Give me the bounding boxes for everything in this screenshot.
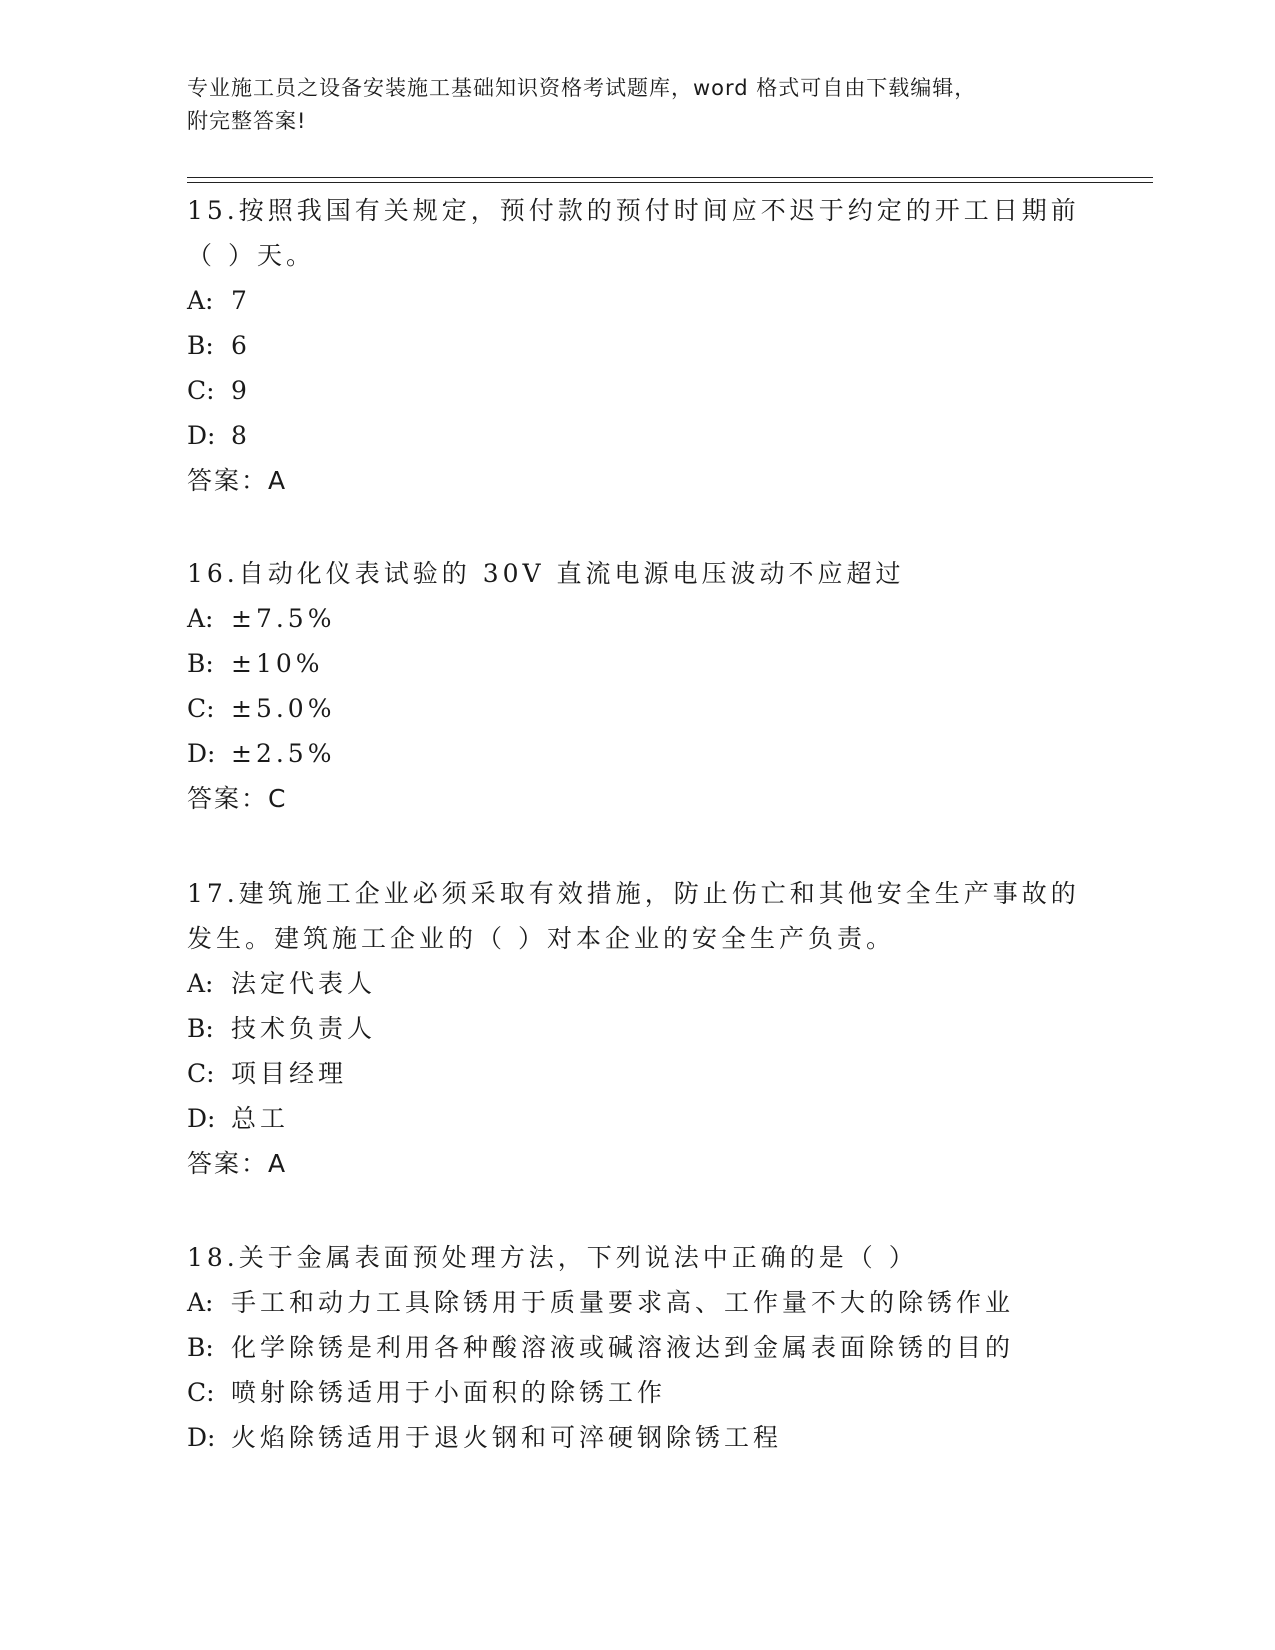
- option-letter: D:: [187, 1423, 216, 1452]
- option-d: [187, 1415, 1087, 1460]
- option-text: 技术负责人: [231, 1014, 377, 1043]
- option-letter: D:: [187, 1104, 216, 1133]
- option-letter: B:: [187, 1014, 214, 1043]
- option-letter: D:: [187, 421, 216, 450]
- option-letter: B:: [187, 331, 214, 360]
- option-letter: D:: [187, 739, 216, 768]
- option-letter: C:: [187, 1059, 215, 1088]
- option-text: 6: [231, 331, 251, 360]
- option-text: ±7.5%: [231, 604, 336, 633]
- option-text: 火焰除锈适用于退火钢和可淬硬钢除锈工程: [231, 1423, 783, 1452]
- option-letter: B:: [187, 1333, 214, 1362]
- answer-line: 答案：A: [187, 466, 288, 495]
- answer-line: 答案：A: [187, 1149, 288, 1178]
- option-letter: B:: [187, 649, 214, 678]
- option-b: [187, 323, 1087, 368]
- header-divider-top: [187, 177, 1153, 178]
- option-d: [187, 731, 1087, 776]
- option-letter: A:: [187, 969, 214, 998]
- question-text: 17.建筑施工企业必须采取有效措施，防止伤亡和其他安全生产事故的发生。建筑施工企业的（ ）对本企业的安全生产负责。: [187, 879, 1080, 953]
- option-text: 手工和动力工具除锈用于质量要求高、工作量不大的除锈作业: [231, 1288, 1015, 1317]
- option-text: 项目经理: [231, 1059, 348, 1088]
- question-text: 16.自动化仪表试验的 30V 直流电源电压波动不应超过: [187, 559, 905, 588]
- question-16: [187, 551, 1087, 821]
- option-text: ±5.0%: [231, 694, 336, 723]
- option-d: [187, 413, 1087, 458]
- option-letter: A:: [187, 1288, 214, 1317]
- option-letter: A:: [187, 604, 214, 633]
- option-c: [187, 368, 1087, 413]
- question-text: 18.关于金属表面预处理方法，下列说法中正确的是（ ）: [187, 1243, 918, 1272]
- option-letter: C:: [187, 694, 215, 723]
- option-text: 总工: [231, 1104, 290, 1133]
- option-b: [187, 1006, 1087, 1051]
- header-line-2: 附完整答案!: [187, 109, 307, 133]
- question-18: [187, 1235, 1087, 1460]
- option-text: 化学除锈是利用各种酸溶液或碱溶液达到金属表面除锈的目的: [231, 1333, 1015, 1362]
- option-c: [187, 686, 1087, 731]
- option-a: [187, 278, 1087, 323]
- option-text: 9: [231, 376, 251, 405]
- option-c: [187, 1051, 1087, 1096]
- question-text: 15.按照我国有关规定，预付款的预付时间应不迟于约定的开工日期前（ ）天。: [187, 196, 1080, 270]
- option-a: [187, 1280, 1087, 1325]
- option-a: [187, 596, 1087, 641]
- question-15: [187, 188, 1087, 503]
- option-d: [187, 1096, 1087, 1141]
- header-line-1: 专业施工员之设备安装施工基础知识资格考试题库，word 格式可自由下载编辑，: [187, 76, 977, 100]
- option-a: [187, 961, 1087, 1006]
- option-letter: C:: [187, 376, 215, 405]
- option-text: ±10%: [231, 649, 324, 678]
- answer-line: 答案：C: [187, 784, 288, 813]
- option-text: 喷射除锈适用于小面积的除锈工作: [231, 1378, 667, 1407]
- option-text: ±2.5%: [231, 739, 336, 768]
- option-text: 8: [231, 421, 251, 450]
- option-b: [187, 1325, 1087, 1370]
- option-letter: C:: [187, 1378, 215, 1407]
- document-header: [187, 72, 1087, 138]
- question-17: [187, 871, 1087, 1186]
- option-c: [187, 1370, 1087, 1415]
- header-divider-bottom: [187, 182, 1153, 183]
- option-letter: A:: [187, 286, 214, 315]
- option-text: 7: [231, 286, 251, 315]
- option-text: 法定代表人: [231, 969, 377, 998]
- option-b: [187, 641, 1087, 686]
